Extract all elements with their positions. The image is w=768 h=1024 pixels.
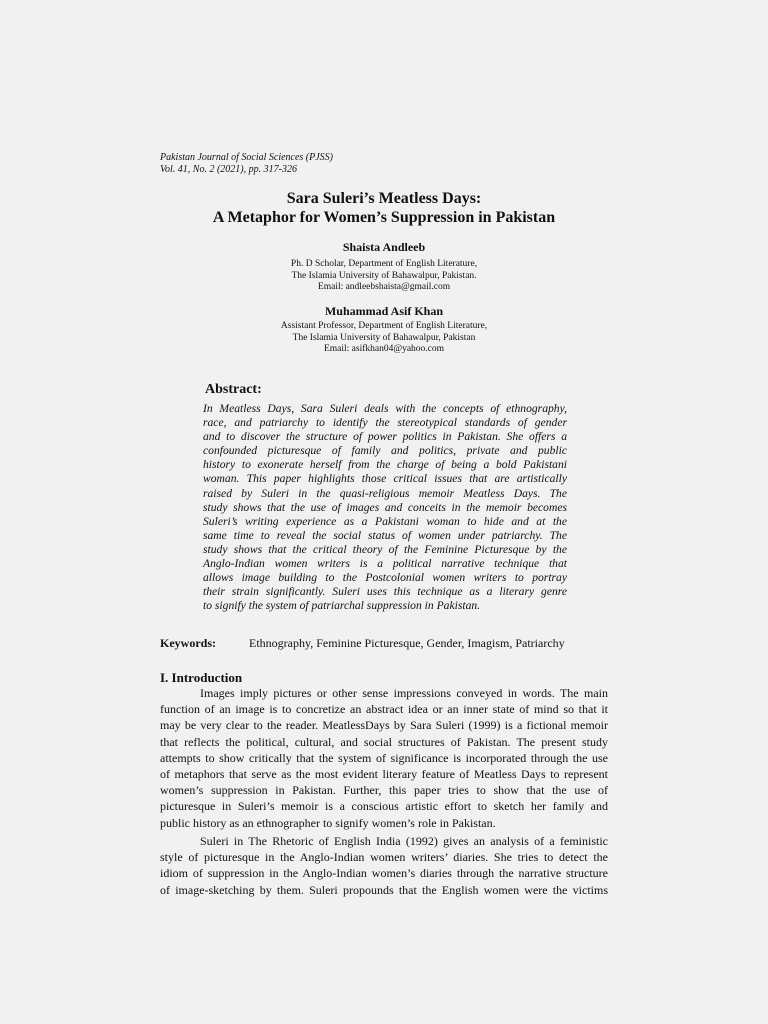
paragraph-line: of metaphors that serve as the most evident literary feature of Meatless Days to represent: [160, 767, 608, 782]
journal-name: Pakistan Journal of Social Sciences (PJSS): [160, 152, 334, 163]
title-line-2: A Metaphor for Women’s Suppression in Pakistan: [212, 209, 556, 226]
abstract-line: study shows that the critical theory of the Feminine Picturesque by the: [203, 542, 567, 556]
paragraph-line: idiom of suppression in the Anglo-Indian women’s diaries through the narrative structure: [160, 866, 608, 881]
abstract-line: In Meatless Days, Sara Suleri deals with the concepts of ethnography,: [203, 402, 567, 415]
paragraph-line: of image-sketching by them. Suleri propounds that the English women were the victims: [160, 882, 608, 897]
paragraph-line: function of an image is to concretize an abstract idea or an inner state of mind so that it: [160, 702, 608, 717]
abstract-line: allows image building to the Postcolonial women writers to portray: [203, 571, 567, 585]
abstract-line: to signify the system of patriarchal suppression in Pakistan.: [203, 599, 481, 613]
author-affiliation: Ph. D Scholar, Department of English Literature,: [290, 259, 478, 269]
paragraph-line: Suleri in The Rhetoric of English India (1992) gives an analysis of a feministic: [200, 834, 608, 848]
author-affiliation: Assistant Professor, Department of English Literature,: [280, 321, 488, 331]
intro-paragraph-2: [160, 833, 608, 898]
abstract-line: race, and patriarchy to identify the stereotypical standards of gender: [203, 416, 567, 430]
keywords-text: Ethnography, Feminine Picturesque, Gender, Imagism, Patriarchy: [249, 636, 565, 650]
journal-info: [160, 152, 333, 176]
abstract-body: [203, 402, 567, 613]
paragraph-line: public history as an ethnographer to signify women’s role in Pakistan.: [160, 815, 496, 830]
paragraph-line: Images imply pictures or other sense impressions conveyed in words. The main: [200, 686, 608, 700]
paragraph-line: may be very clear to the reader. MeatlessDays by Sara Suleri (1999) is a fictional memoir: [160, 718, 608, 733]
keywords-label: Keywords:: [160, 636, 216, 650]
section-heading-introduction: I. Introduction: [160, 670, 243, 685]
author-email: Email: andleebshaista@gmail.com: [317, 282, 451, 292]
paper-title: [0, 189, 768, 227]
author-name: Shaista Andleeb: [342, 240, 426, 254]
author-name: Muhammad Asif Khan: [324, 304, 444, 318]
abstract-line: and to discover the structure of power politics in Pakistan. She offers a: [203, 430, 567, 444]
abstract-line: study shows that the use of images and conceits in the memoir becomes: [203, 500, 567, 514]
paragraph-line: attempts to show critically that the system of significance is incorporated through the use: [160, 750, 608, 765]
abstract-line: confounded picturesque of family and politics, private and public: [203, 444, 567, 458]
paragraph-line: style of picturesque in the Anglo-Indian women writers’ diaries. She tries to detect the: [160, 850, 608, 865]
abstract-line: same time to reveal the social status of women under patriarchy. The: [203, 528, 567, 542]
title-line-1: Sara Suleri’s Meatless Days:: [286, 190, 482, 207]
author-affiliation: The Islamia University of Bahawalpur, Pakistan: [292, 332, 476, 343]
intro-paragraph-1: [160, 685, 608, 831]
abstract-heading: Abstract:: [205, 382, 262, 397]
author-affiliation: The Islamia University of Bahawalpur, Pakistan.: [291, 270, 477, 281]
paragraph-line: women’s suppression in Pakistan. Further, this paper tries to show that the use of: [160, 783, 608, 798]
abstract-line: Suleri’s writing experience as a Pakistani woman to hide and at the: [203, 514, 567, 528]
paragraph-line: that reflects the political, cultural, and social structures of Pakistan. The present study: [160, 734, 608, 749]
abstract-line: their strain significantly. Suleri uses this technique as a literary genre: [203, 585, 567, 599]
author-block-2: [0, 304, 768, 356]
journal-volume: Vol. 41, No. 2 (2021), pp. 317-326: [160, 164, 297, 175]
author-email: Email: asifkhan04@yahoo.com: [323, 344, 445, 354]
author-block-1: [0, 240, 768, 294]
abstract-line: woman. This paper highlights those critical issues that are artistically: [203, 472, 567, 486]
abstract-line: raised by Suleri in the quasi-religious memoir Meatless Days. The: [203, 486, 567, 500]
paragraph-line: picturesque in Suleri’s memoir is a conscious artistic effort to sketch her family and: [160, 799, 608, 814]
abstract-line: Anglo-Indian women writers is a political narrative technique that: [203, 557, 567, 571]
abstract-line: history to exonerate herself from the charge of being a bold Pakistani: [203, 458, 567, 472]
